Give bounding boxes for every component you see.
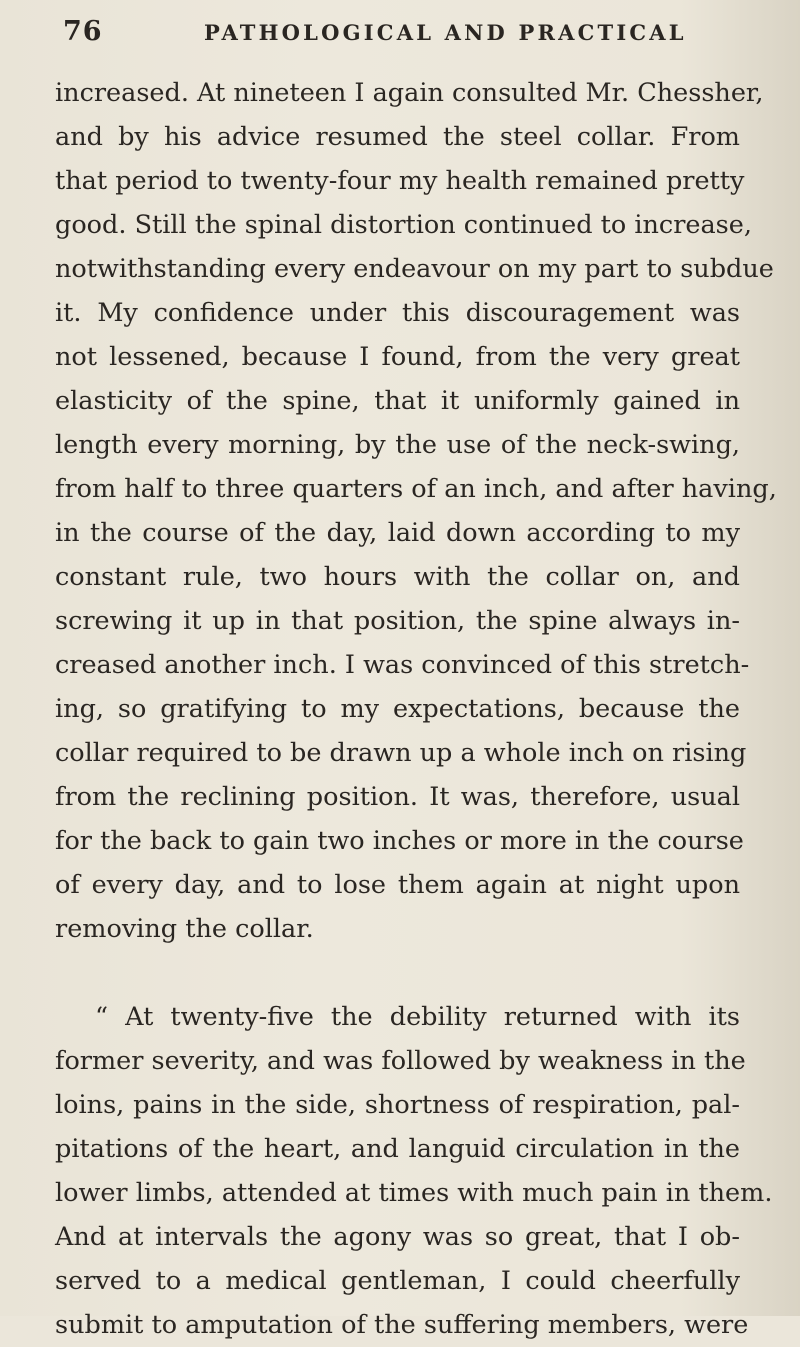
text-line: in the course of the day, laid down according to my (55, 518, 740, 548)
paragraph-2 (55, 995, 773, 1347)
text-line: of every day, and to lose them again at night upon (55, 870, 740, 900)
text-line: that period to twenty-four my health remained pretty (55, 166, 745, 196)
text-line: from half to three quarters of an inch, and after having, (55, 474, 777, 504)
paragraph-1 (55, 71, 777, 951)
text-line: collar required to be drawn up a whole inch on rising (55, 738, 747, 768)
text-line: creased another inch. I was convinced of this stretch- (55, 650, 750, 680)
text-line: from the reclining position. It was, therefore, usual (55, 782, 740, 812)
text-line: increased. At nineteen I again consulted Mr. Chessher, (55, 78, 764, 108)
text-line: for the back to gain two inches or more in the course (55, 826, 744, 856)
text-line: served to a medical gentleman, I could cheerfully (55, 1266, 740, 1296)
text-line: lower limbs, attended at times with much pain in them. (55, 1178, 773, 1208)
text-line: good. Still the spinal distortion continued to increase, (55, 210, 752, 240)
text-line: length every morning, by the use of the neck-swing, (55, 430, 740, 460)
text-line: elasticity of the spine, that it uniformly gained in (55, 386, 740, 416)
text-line: loins, pains in the side, shortness of respiration, pal- (55, 1090, 740, 1120)
paragraph-gap (55, 951, 740, 995)
text-line: and by his advice resumed the steel collar. From (55, 122, 740, 152)
page-header (0, 12, 800, 52)
page-number: 76 (63, 16, 103, 47)
text-line: screwing it up in that position, the spine always in- (55, 606, 740, 636)
text-line: “ At twenty-five the debility returned with its (95, 1002, 740, 1032)
text-line: submit to amputation of the suffering members, were (55, 1310, 749, 1340)
text-line: ing, so gratifying to my expectations, because the (55, 694, 740, 724)
text-line: former severity, and was followed by weakness in the (55, 1046, 746, 1076)
text-line: removing the collar. (55, 914, 314, 944)
running-title: PATHOLOGICAL AND PRACTICAL (204, 20, 687, 45)
text-line: constant rule, two hours with the collar on, and (55, 562, 740, 592)
text-line: pitations of the heart, and languid circulation in the (55, 1134, 740, 1164)
body-text (55, 71, 777, 1347)
text-line: not lessened, because I found, from the very great (55, 342, 740, 372)
text-line: it. My confidence under this discouragement was (55, 298, 740, 328)
text-line: notwithstanding every endeavour on my part to subdue (55, 254, 774, 284)
text-line: And at intervals the agony was so great, that I ob- (55, 1222, 740, 1252)
